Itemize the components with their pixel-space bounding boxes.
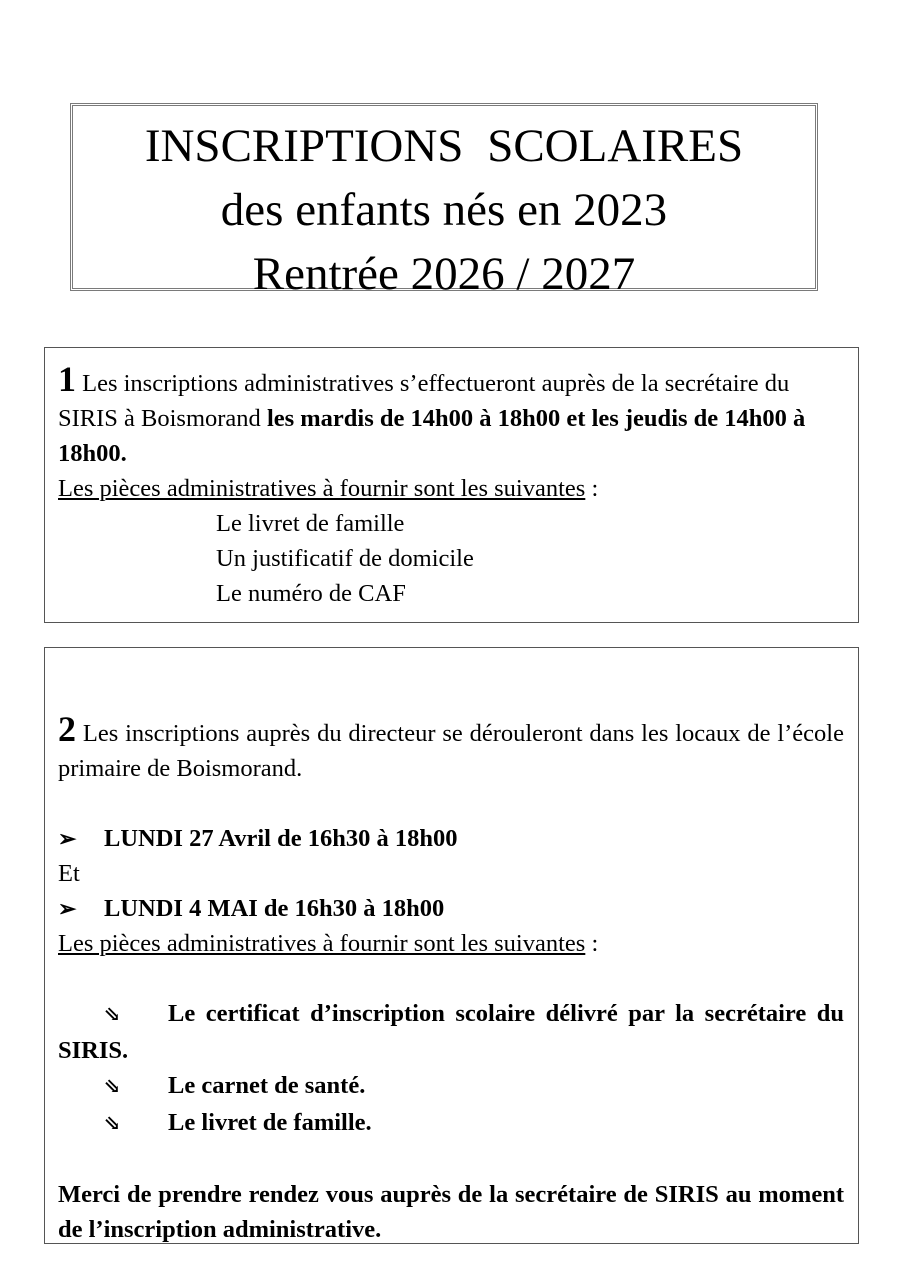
sub-arrow-icon: ⇘ (104, 1076, 121, 1098)
date-1: LUNDI 27 Avril de 16h30 à 18h00 (104, 825, 458, 852)
section1-schedule: les mardis de 14h00 à 18h00 et les jeudis de 14h00 à 18h00. (58, 405, 806, 467)
section2-item-certificat-text: Le certificat d’inscription scolaire délivré par la secrétaire du SIRIS. (58, 1000, 844, 1064)
section2-pieces-heading (58, 926, 844, 961)
arrow-bullet-icon: ➢ (58, 896, 77, 921)
section1-number: 1 (58, 359, 76, 399)
title-line-3: Rentrée 2026 / 2027 (252, 248, 636, 300)
title-box (70, 103, 818, 300)
section2-item-livret (58, 1105, 844, 1142)
sub-arrow-icon: ⇘ (104, 1004, 121, 1026)
section2-item-livret-text: Le livret de famille. (168, 1109, 372, 1136)
section2-number: 2 (58, 709, 76, 749)
section1-pieces-heading (58, 471, 844, 506)
section2-paragraph (58, 709, 844, 786)
section1-intro: Les inscriptions administratives s’effectueront auprès de la secrétaire du SIRIS à Boismorand (58, 370, 790, 432)
title-line-2: des enfants nés en 2023 (220, 184, 668, 236)
section1-item-livret: Le livret de famille (216, 510, 405, 537)
section2-intro: Les inscriptions auprès du directeur se dérouleront dans les locaux de l’école primaire de Boismorand. (58, 720, 844, 782)
title-line-1: INSCRIPTIONS SCOLAIRES (144, 120, 744, 172)
section-administrative (44, 347, 859, 623)
section1-pieces-colon: : (585, 475, 599, 502)
section2-pieces-colon: : (585, 930, 599, 957)
arrow-bullet-icon: ➢ (58, 826, 77, 851)
date-connector: Et (58, 860, 80, 887)
section1-item-justificatif: Un justificatif de domicile (216, 545, 474, 572)
section2-pieces-label: Les pièces administratives à fournir sont les suivantes (58, 930, 586, 957)
date-2: LUNDI 4 MAI de 16h30 à 18h00 (104, 895, 445, 922)
section2-closing: Merci de prendre rendez vous auprès de la secrétaire de SIRIS au moment de l’inscription administrative. (58, 1181, 844, 1243)
section2-item-carnet-text: Le carnet de santé. (168, 1072, 366, 1099)
date-2-line (58, 891, 844, 926)
sub-arrow-icon: ⇘ (104, 1113, 121, 1135)
section1-paragraph (58, 359, 844, 471)
date-1-line (58, 821, 844, 856)
section-directeur (44, 647, 859, 1244)
section2-item-carnet (58, 1068, 844, 1105)
section1-pieces-label: Les pièces administratives à fournir sont les suivantes (58, 475, 586, 502)
section2-item-certificat (58, 996, 844, 1068)
section1-item-caf: Le numéro de CAF (216, 580, 406, 607)
